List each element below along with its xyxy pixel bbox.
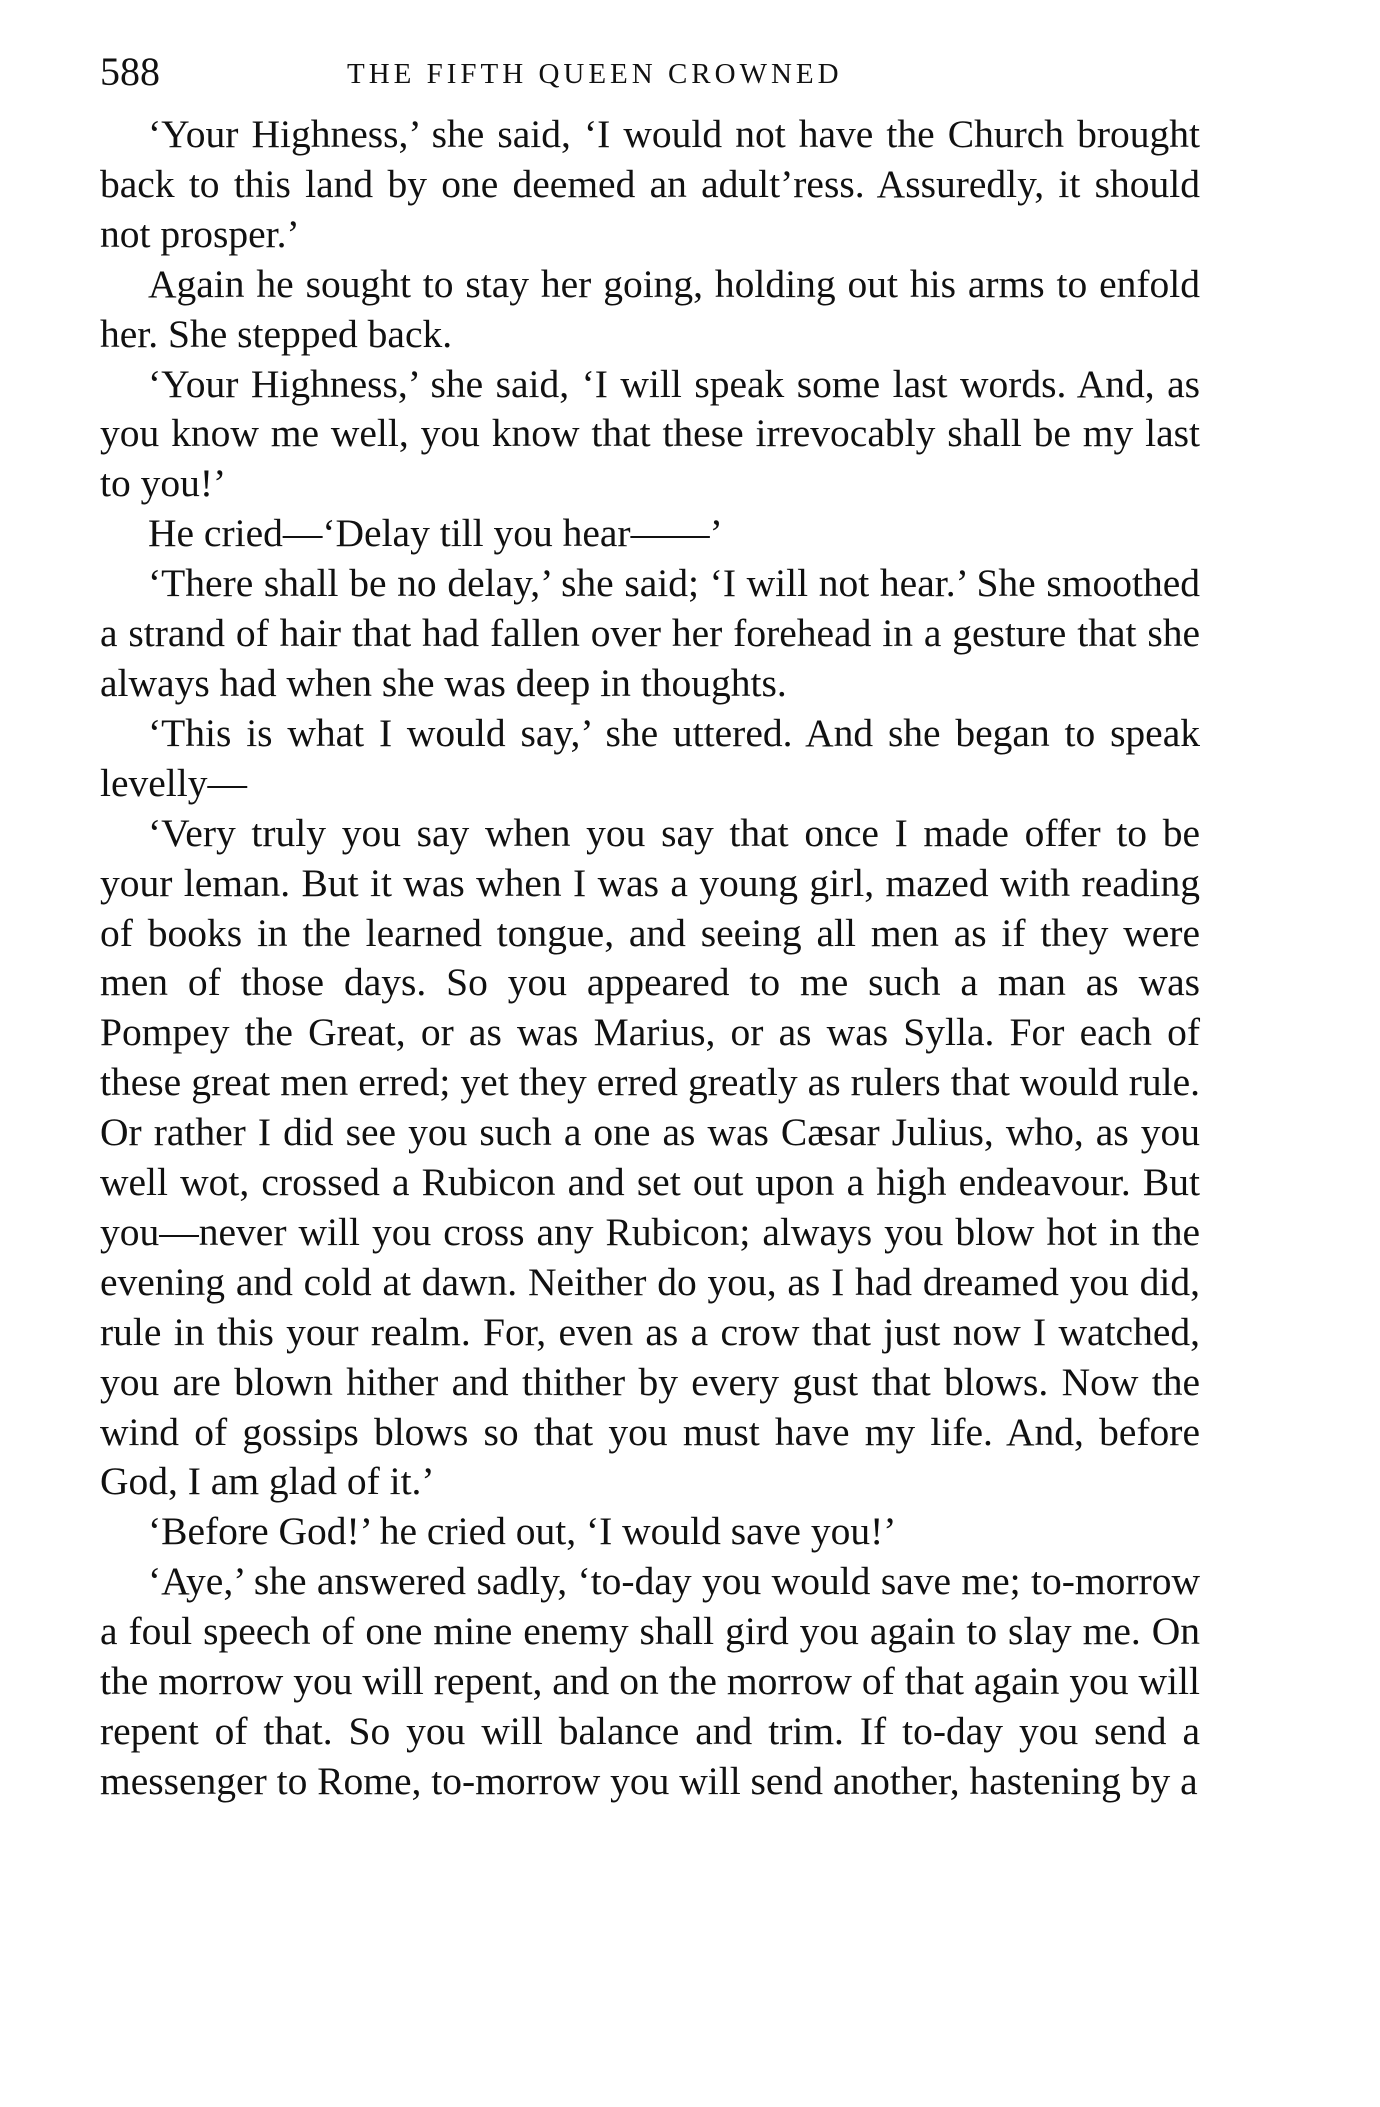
paragraph: ‘Before God!’ he cried out, ‘I would save you!’	[148, 1509, 897, 1554]
paragraph: ‘Very truly you say when you say that once I made offer to be your leman. But it was when I was a young girl, mazed with reading of books in the learned tongue, and seeing all men as if they were men of those days. So you appeared to me such a man as was Pompey the Great, or as was Marius, or as was Sylla. For each of these great men erred; yet they erred greatly as rulers that would rule. Or rather I did see you such a one as was Cæsar Julius, who, as you well wot, crossed a Rubicon and set out upon a high endeavour. But you—never will you cross any Rubicon; always you blow hot in the evening and cold at dawn. Neither do you, as I had dreamed you did, rule in this your realm. For, even as a crow that just now I watched, you are blown hither and thither by every gust that blows. Now the wind of gossips blows so that you must have my life. And, before God, I am glad of it.’	[100, 810, 1200, 1504]
book-page	[100, 40, 1200, 1807]
body-text	[100, 110, 1200, 1807]
paragraph: He cried—‘Delay till you hear——’	[148, 511, 723, 556]
paragraph: ‘This is what I would say,’ she uttered. And she began to speak levelly—	[100, 710, 1200, 805]
running-head	[100, 40, 1200, 100]
paragraph: ‘There shall be no delay,’ she said; ‘I will not hear.’ She smoothed a strand of hair that had fallen over her forehead in a gesture that she always had when she was deep in thoughts.	[100, 561, 1200, 705]
paragraph: ‘Your Highness,’ she said, ‘I will speak some last words. And, as you know me well, you know that these irrevocably shall be my last to you!’	[100, 361, 1200, 506]
running-title: THE FIFTH QUEEN CROWNED	[347, 58, 843, 90]
paragraph: ‘Your Highness,’ she said, ‘I would not have the Church brought back to this land by one deemed an adult’ress. Assuredly, it should not prosper.’	[100, 112, 1200, 256]
paragraph-continued: ‘Aye,’ she answered sadly, ‘to-day you would save me; to-morrow a foul speech of one mine enemy shall gird you again to slay me. On the morrow you will repent, and on the morrow of that again you will repent of that. So you will balance and trim. If to-day you send a messenger to Rome, to-morrow you will send another, hastening by a	[100, 1559, 1200, 1803]
paragraph: Again he sought to stay her going, holding out his arms to enfold her. She stepped back.	[100, 261, 1200, 356]
page-number: 588	[100, 49, 160, 94]
